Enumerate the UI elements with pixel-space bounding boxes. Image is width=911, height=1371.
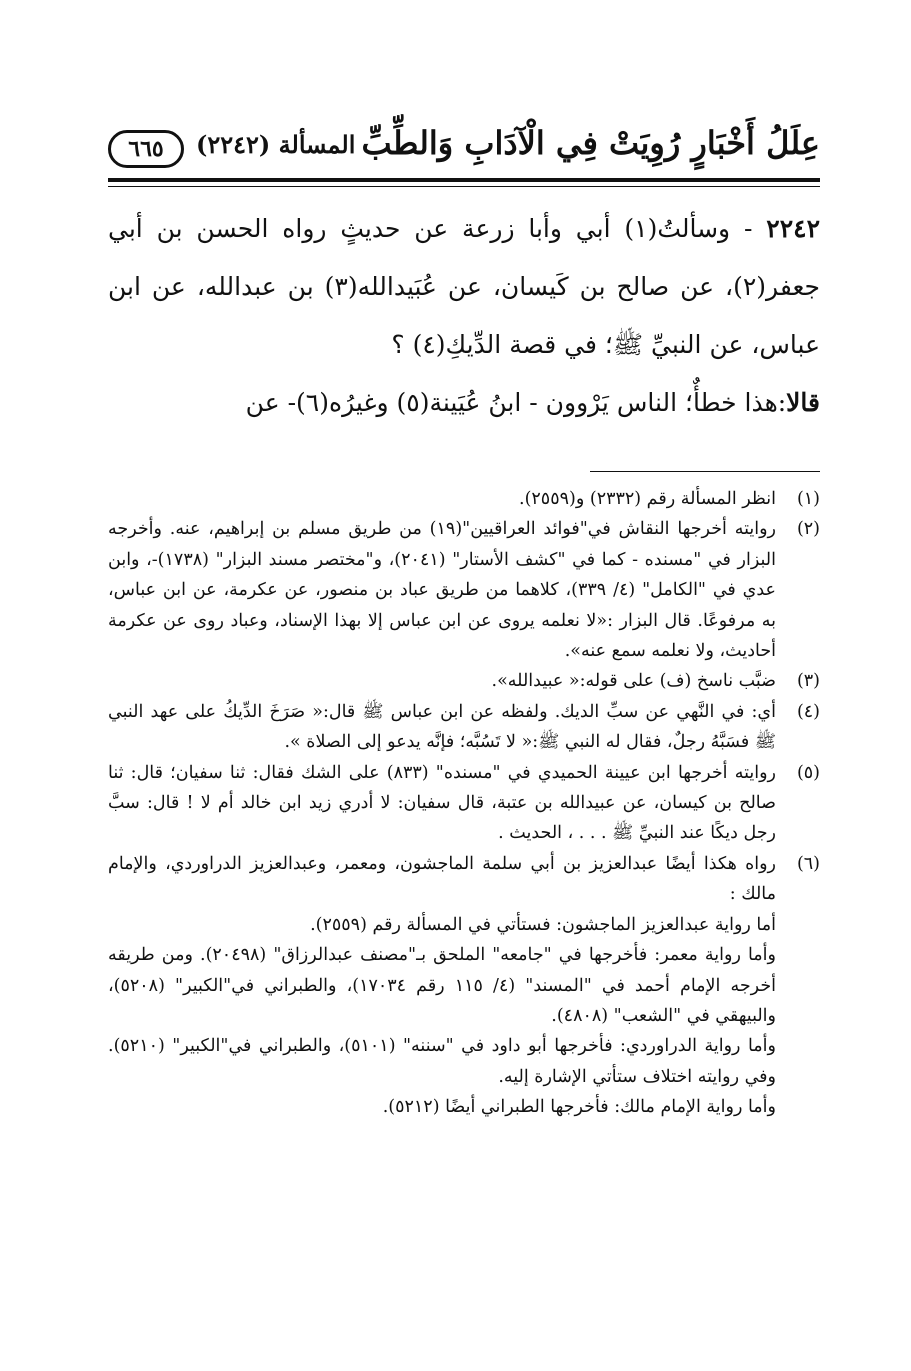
footnote-6: [108, 849, 820, 910]
footnote-text: رواه هكذا أيضًا عبدالعزيز بن أبي سلمة الماجشون، ومعمر، وعبدالعزيز الدراوردي، والإمام مالك :: [108, 853, 776, 905]
main-text: [108, 200, 820, 432]
footnote-number: (١): [796, 489, 820, 509]
question-paragraph: [108, 200, 820, 374]
answer-text: :هذا خطأٌ؛ الناس يَرْوون - ابنُ عُيَينة(٥) وغيرُه(٦)- عن: [245, 388, 787, 417]
footnote-text: ضبَّب ناسخ (ف) على قوله:« عبيدالله».: [491, 671, 776, 692]
footnote-6-detail: وأما رواية الإمام مالك: فأخرجها الطبراني أيضًا (٥٢١٢).: [382, 1097, 776, 1118]
footnote-6-detail: أما رواية عبدالعزيز الماجشون: فستأتي في المسألة رقم (٢٥٥٩).: [310, 914, 776, 935]
answer-label: قالا: [786, 388, 820, 417]
footnote-6-detail: وأما رواية معمر: فأخرجها في "جامعه" الملحق بـ"مصنف عبدالرزاق" (٢٠٤٩٨). ومن طريقه أخرجه الإمام أحمد في "المسند" (٤/ ١١٥ رقم ١٧٠٣٤)، والطبراني في"الكبير" (٥٢٠٨)، والبيهقي في "الشعب" (٤٨٠٨).: [108, 945, 777, 1026]
footnote-number: (٥): [796, 762, 820, 783]
header-rule-thick: [108, 178, 820, 182]
footnote-text: أي: في النَّهي عن سبِّ الديك. ولفظه عن ابن عباس ﷺ قال:« صَرَخَ الدِّيكُ على عهد النبي ﷺ فسَبَّهُ رجلٌ، فقال له النبي ﷺ:« لا تَسُبَّه؛ فإنَّه يدعو إلى الصلاة ».: [108, 701, 776, 753]
header-rule-thin: [108, 186, 820, 187]
page-header: [108, 118, 820, 178]
footnote-4: [108, 697, 820, 758]
footnote-number: (٦): [796, 853, 820, 874]
footnote-number: (٢): [796, 519, 820, 540]
answer-paragraph: [108, 374, 820, 432]
footnote-text: روايته أخرجها النقاش في"فوائد العراقيين"(١٩) من طريق مسلم بن إبراهيم، عنه. وأخرجه البزار في "مسنده - كما في "كشف الأستار" (٢٠٤١)، و"مختصر مسند البزار" (١٧٣٨)-، وابن عدي في "الكامل" (٤/ ٣٣٩)، كلاهما من طريق عباد بن منصور، عن عكرمة، عن ابن عباس، به مرفوعًا. قال البزار :«لا نعلمه يروى عن ابن عباس إلا بهذا الإسناد، وعباد روى عن عكرمة أحاديث، ولا نعلمه سمع عنه».: [108, 519, 776, 662]
footnote-5: [108, 758, 820, 849]
footnote-number: (٣): [796, 671, 820, 692]
footnote-6-detail: وأما رواية الدراوردي: فأخرجها أبو داود في "سننه" (٥١٠١)، والطبراني في"الكبير" (٥٢١٠). وفي روايته اختلاف ستأتي الإشارة إليه.: [108, 1036, 776, 1087]
footnote-text: روايته أخرجها ابن عيينة الحميدي في "مسنده" (٨٣٣) على الشك فقال: ثنا سفيان؛ قال: ثنا صالح بن كيسان، عن عبيدالله بن عتبة، قال سفيان: لا أدري زيد ابن خالد أم لا ! قال: سبَّ رجل ديكًا عند النبيِّ ﷺ . . . ، الحديث .: [108, 762, 777, 844]
page-number: ٦٦٥: [108, 130, 184, 168]
issue-label: المسألة (٢٢٤٢): [196, 130, 356, 159]
footnote-1: [108, 484, 820, 514]
book-title: عِلَلُ أَخْبَارٍ رُوِيَتْ فِي الْآدَابِ وَالطِّبِّ: [361, 124, 820, 162]
footnote-3: [108, 666, 820, 696]
footnote-2: [108, 514, 820, 666]
issue-number: ٢٢٤٢: [766, 214, 820, 243]
footnote-text: انظر المسألة رقم (٢٣٣٢) و(٢٥٥٩).: [519, 489, 776, 509]
footnote-number: (٤): [796, 701, 820, 722]
footnote-separator: [590, 471, 820, 472]
footnotes: [108, 484, 820, 1123]
question-text: - وسألتُ(١) أبي وأبا زرعة عن حديثٍ رواه الحسن بن أبي جعفر(٢)، عن صالح بن كَيسان، عن عُبَيدالله(٣) بن عبدالله، عن ابن عباس، عن النبيِّ ﷺ؛ في قصة الدِّيكِ(٤) ؟: [108, 214, 821, 359]
